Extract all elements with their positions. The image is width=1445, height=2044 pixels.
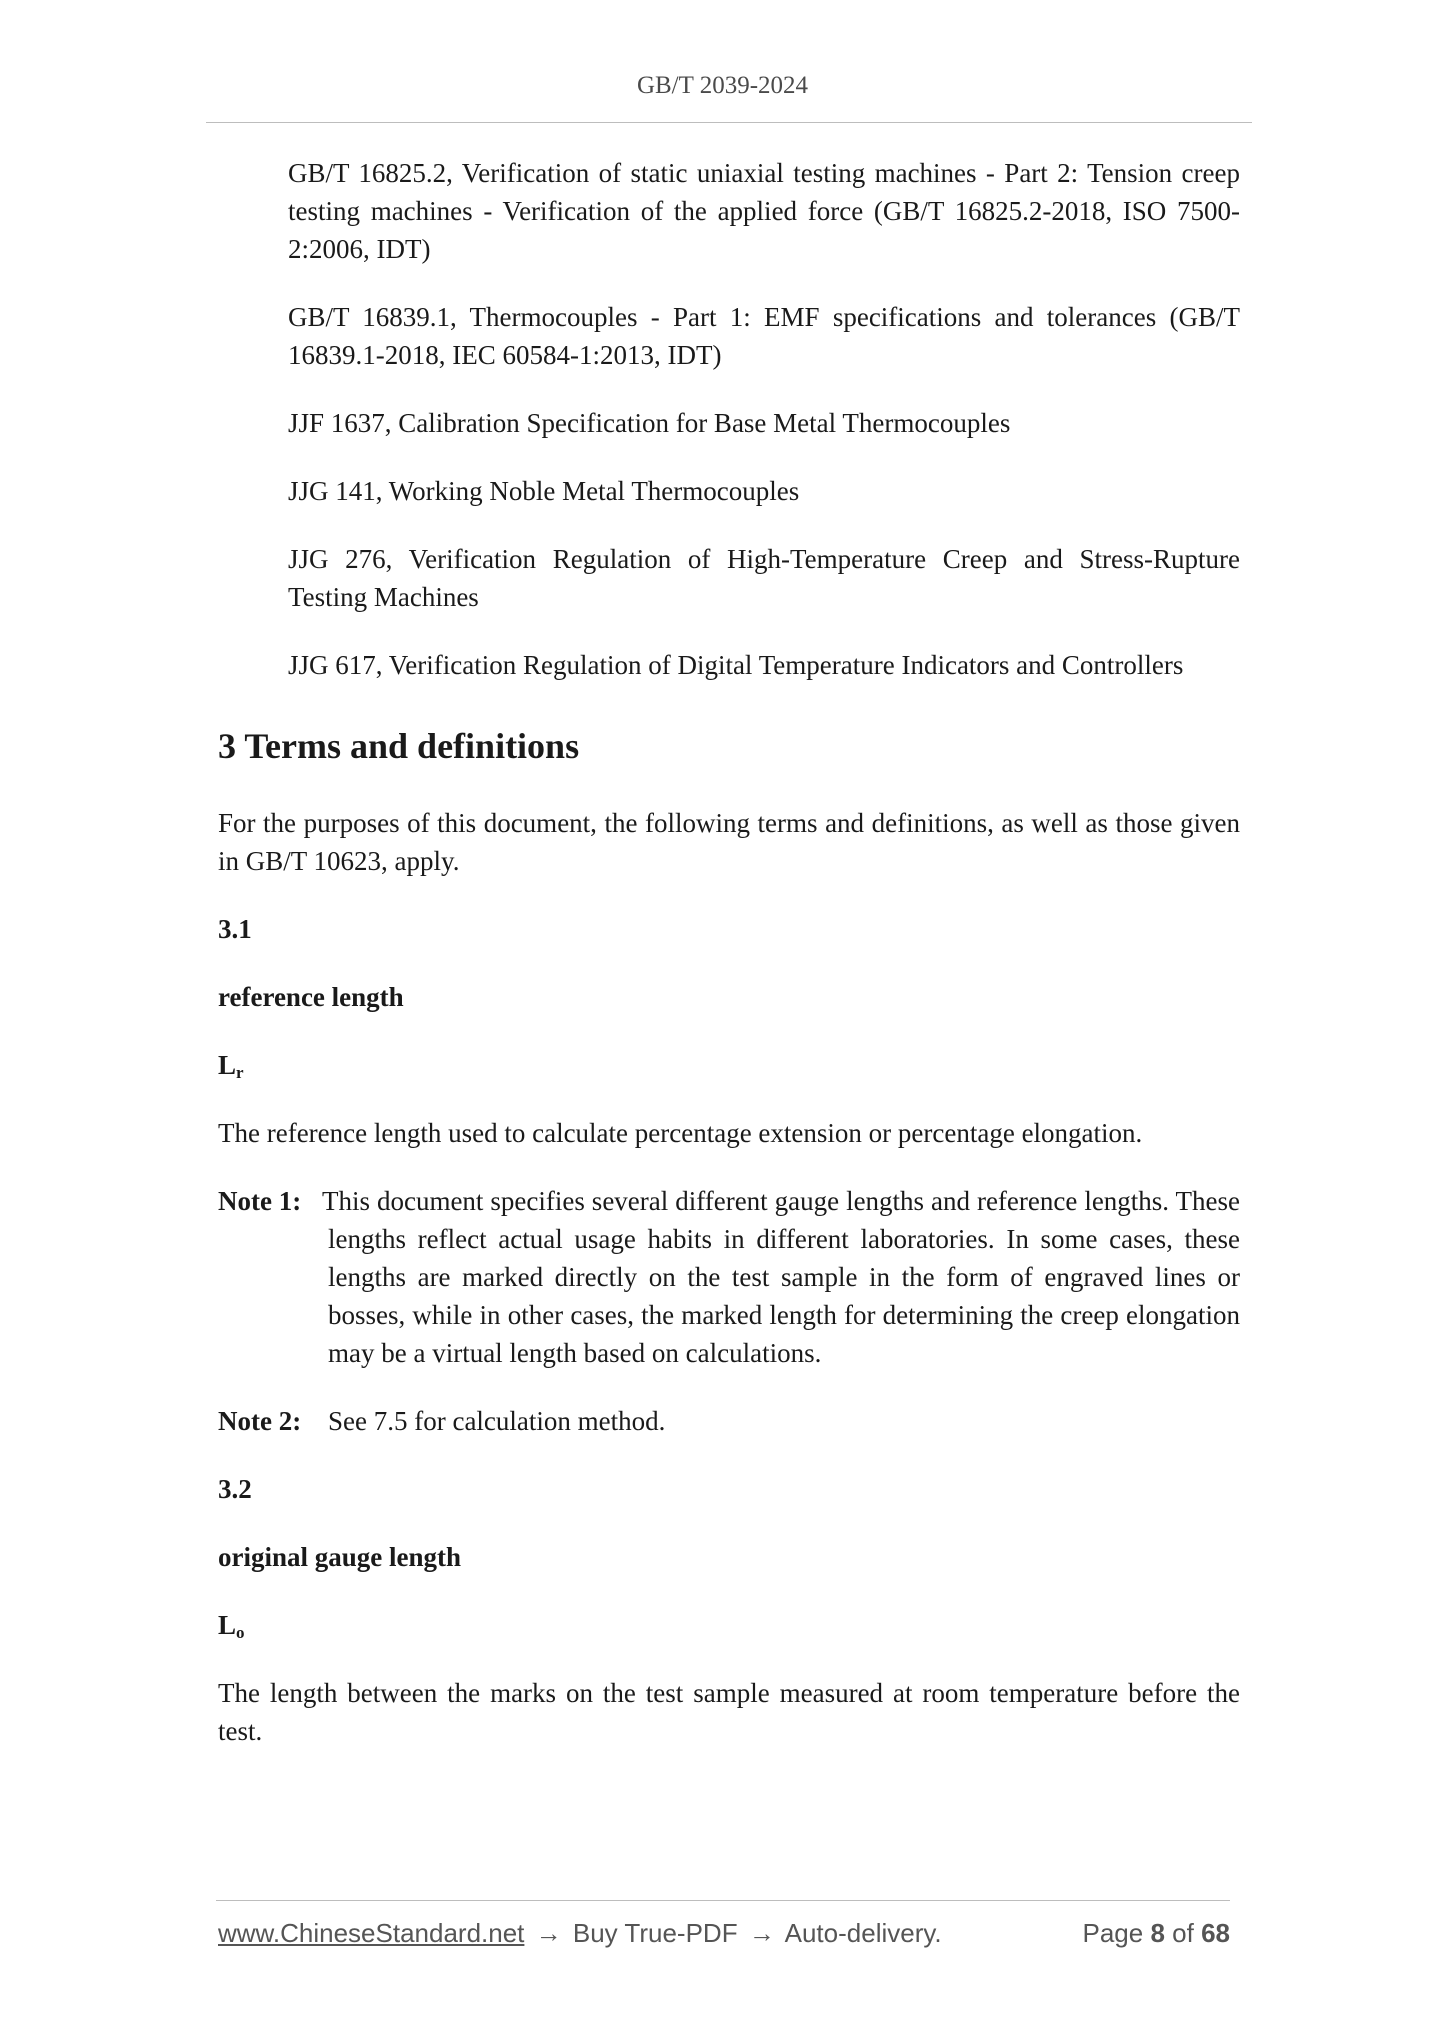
term-definition: The length between the marks on the test sample measured at room temperature before the test. (218, 1678, 1240, 1746)
term-name: reference length (218, 982, 404, 1012)
reference-item: JJG 141, Working Noble Metal Thermocouples (288, 476, 800, 506)
reference-item: JJF 1637, Calibration Specification for Base Metal Thermocouples (288, 408, 1011, 438)
note (218, 1402, 1240, 1440)
page-indicator (1082, 1918, 1230, 1949)
note (218, 1182, 1240, 1372)
page-footer (218, 1918, 1230, 1949)
page-header: GB/T 2039-2024 (636, 72, 809, 99)
section-intro: For the purposes of this document, the following terms and definitions, as well as those given in GB/T 10623, apply. (218, 808, 1240, 876)
header-divider (206, 122, 1252, 123)
arrow-right-icon: → (748, 1918, 775, 1948)
reference-item: JJG 276, Verification Regulation of High-Temperature Creep and Stress-Rupture Testing Machines (288, 544, 1240, 612)
arrow-right-icon: → (535, 1918, 562, 1948)
footer-promo (218, 1918, 942, 1949)
term-symbol (218, 1606, 1240, 1644)
document-body (218, 154, 1240, 1780)
note-text: This document specifies several different gauge lengths and reference lengths. These lengths reflect actual usage habits in different laboratories. In some cases, these lengths are marked directly on the test sample in the form of engraved lines or bosses, while in other cases, the marked length for determining the creep elongation may be a virtual length based on calculations. (322, 1186, 1240, 1368)
page-current: 8 (1150, 1918, 1165, 1948)
page-total: 68 (1201, 1918, 1230, 1948)
note-text: See 7.5 for calculation method. (328, 1406, 666, 1436)
term-symbol-subscript: r (236, 1063, 244, 1082)
term-number: 3.2 (218, 1474, 252, 1504)
page-of: of (1172, 1918, 1194, 1948)
section-heading: 3 Terms and definitions (218, 726, 580, 766)
note-label: Note 2: (218, 1406, 302, 1436)
buy-text: Buy True-PDF (572, 1918, 738, 1948)
reference-item: GB/T 16839.1, Thermocouples - Part 1: EMF specifications and tolerances (GB/T 16839.1-2018, IEC 60584-1:2013, IDT) (288, 302, 1240, 370)
term-symbol-base: L (218, 1610, 237, 1640)
delivery-text: Auto-delivery. (784, 1918, 942, 1948)
term-name: original gauge length (218, 1542, 462, 1572)
term-symbol (218, 1046, 1240, 1084)
reference-item: JJG 617, Verification Regulation of Digital Temperature Indicators and Controllers (288, 650, 1184, 680)
footer-divider (216, 1900, 1230, 1901)
note-label: Note 1: (218, 1186, 302, 1216)
term-symbol-base: L (218, 1050, 237, 1080)
page-label: Page (1082, 1918, 1144, 1948)
term-number: 3.1 (218, 914, 252, 944)
term-definition: The reference length used to calculate percentage extension or percentage elongation. (218, 1118, 1143, 1148)
reference-item: GB/T 16825.2, Verification of static uniaxial testing machines - Part 2: Tension creep testing machines - Verification of the applied force (GB/T 16825.2-2018, ISO 7500-2:2006, IDT) (288, 158, 1240, 264)
site-link[interactable]: www.ChineseStandard.net (218, 1918, 525, 1948)
term-symbol-subscript: o (236, 1623, 245, 1642)
